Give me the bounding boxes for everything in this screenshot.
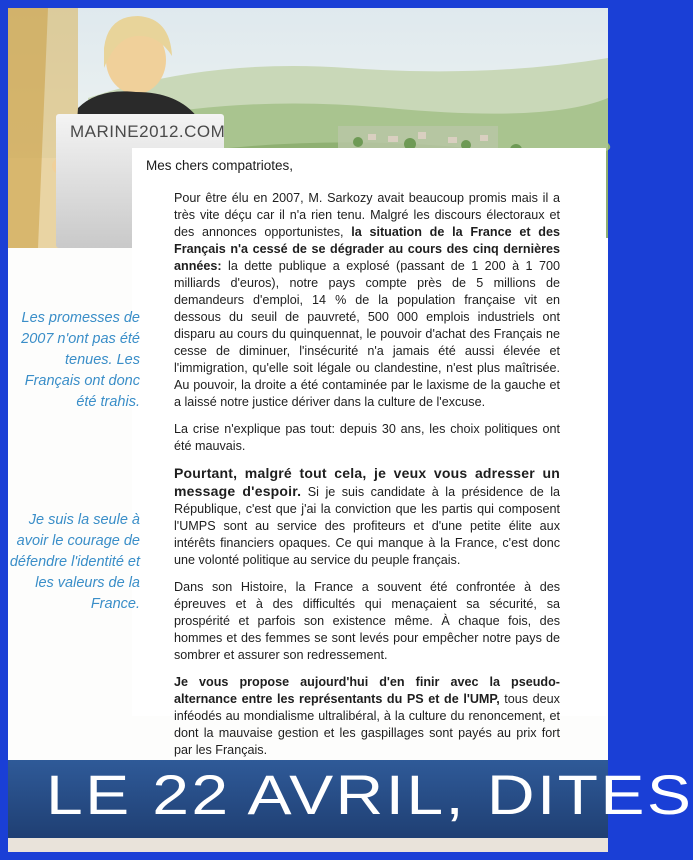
- page-bottom-edge: [8, 838, 608, 852]
- pull-quote-promises: Les promesses de 2007 n'ont pas été tenues. Les Français ont donc été trahis.: [21, 310, 140, 410]
- podium-website-text: MARINE2012.COM: [70, 122, 226, 141]
- paragraph-5-text: tous deux inféodés au mondialisme ultralibéral, à la culture du renoncement, et dont la mauvaise gestion et les gaspillages sont payés au prix fort par les Français.: [174, 692, 560, 757]
- pull-quote-courage: Je suis la seule à avoir le courage de défendre l'identité et les valeurs de la France.: [9, 512, 140, 612]
- leaflet-page: [8, 8, 693, 852]
- paragraph-1: [174, 190, 560, 411]
- paragraph-3-emphasis: Pourtant, malgré tout cela, je veux vous adresser un message d'espoir.: [174, 465, 560, 499]
- paragraph-1-emphasis: la situation de la France et des Français n'a cessé de se dégrader au cours des cinq dernières années:: [174, 225, 560, 273]
- paragraph-1-text-a: Pour être élu en 2007, M. Sarkozy avait beaucoup promis mais il a très vite déçu car il n'a rien tenu. Malgré les discours électoraux et des annonces opportunistes,: [174, 191, 560, 239]
- paragraph-1-text-c: la dette publique a explosé (passant de 1 200 à 1 700 milliards d'euros), notre pays compte près de 5 millions de demandeurs d'emploi, 14 % de la population française vit en dessous du seuil de pauvreté, 500 000 emplois industriels ont disparu au cours du quinquennat, le pouvoir d'achat des Français ne cesse de diminuer, l'insécurité n'a jamais été aussi élevée et l'immigration, qu'elle soit légale ou clandestine, n'est plus maîtrisée. Au pouvoir, la droite a été contaminée par le laxisme de la gauche et a laissé notre justice dériver dans la culture de l'excuse.: [174, 259, 560, 409]
- salutation: Mes chers compatriotes,: [146, 158, 294, 173]
- paragraph-2: La crise n'explique pas tout: depuis 30 ans, les choix politiques ont été mauvais.: [174, 422, 560, 453]
- letter-body: [174, 190, 560, 769]
- paragraph-5-emphasis: Je vous propose aujourd'hui d'en finir avec la pseudo-alternance entre les représentants du PS et de l'UMP,: [174, 675, 560, 706]
- paragraph-3: [174, 465, 560, 569]
- paragraph-4: Dans son Histoire, la France a souvent été confrontée à des épreuves et à des difficultés qui menaçaient sa sécurité, sa prospérité et parfois son existence même. À chaque fois, des hommes et des femmes se sont levés pour empêcher notre pays de sombrer et assurer son redressement.: [174, 580, 560, 662]
- bottom-banner: [8, 760, 693, 838]
- paragraph-5: [174, 674, 560, 759]
- paragraph-3-text: Si je suis candidate à la présidence de la République, c'est que j'ai la conviction que les partis qui composent l'UMPS sont au service des profiteurs et d'une petite élite aux intérêts financiers opaques. Ce qui manque à la France, c'est donc une volonté politique au service du peuple français.: [174, 485, 561, 567]
- banner-headline: LE 22 AVRIL, DITES: [46, 763, 693, 826]
